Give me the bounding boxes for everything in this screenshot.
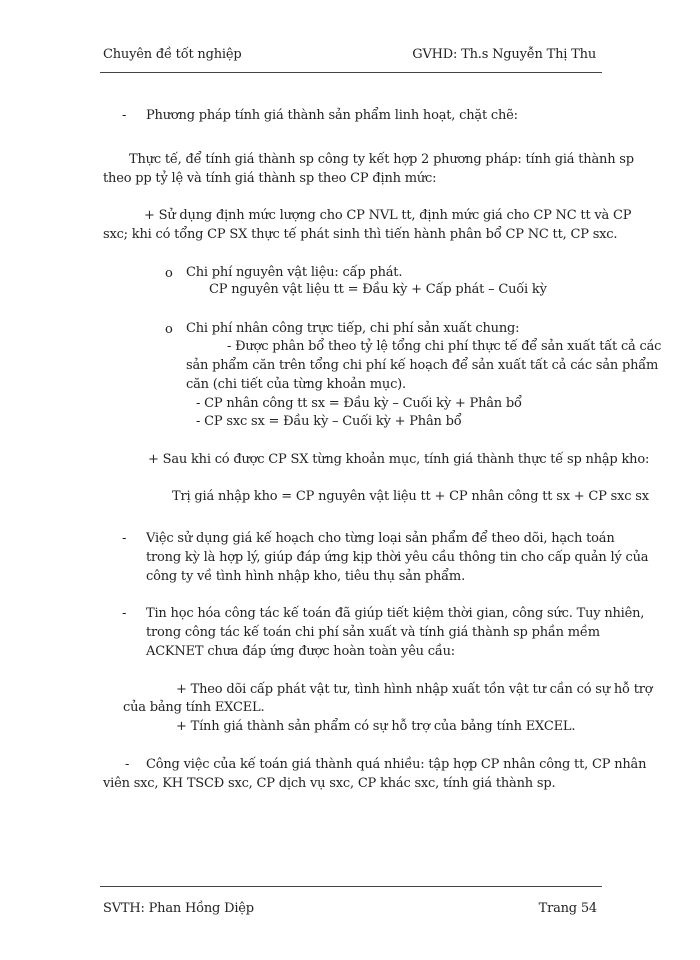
paragraph-line: trong công tác kế toán chi phí sản xuất và tính giá thành sp phần mềm bbox=[146, 625, 600, 640]
paragraph-line: của bảng tính EXCEL. bbox=[123, 700, 265, 715]
paragraph-line: căn (chi tiết của từng khoản mục). bbox=[186, 377, 406, 392]
paragraph-line: Phương pháp tính giá thành sản phẩm linh hoạt, chặt chẽ: bbox=[146, 108, 518, 123]
formula-line: - CP sxc sx = Đầu kỳ – Cuối kỳ + Phân bổ bbox=[196, 414, 462, 429]
bullet-circle: o bbox=[165, 266, 173, 281]
paragraph-line: theo pp tỷ lệ và tính giá thành sp theo CP định mức: bbox=[103, 171, 437, 186]
paragraph-line: + Sau khi có được CP SX từng khoản mục, tính giá thành thực tế sp nhập kho: bbox=[148, 452, 650, 467]
paragraph-line: sxc; khi có tổng CP SX thực tế phát sinh thì tiến hành phân bổ CP NC tt, CP sxc. bbox=[103, 227, 618, 242]
paragraph-line: - Được phân bổ theo tỷ lệ tổng chi phí thực tế để sản xuất tất cả các bbox=[227, 339, 662, 354]
formula-line: Trị giá nhập kho = CP nguyên vật liệu tt + CP nhân công tt sx + CP sxc sx bbox=[172, 489, 649, 504]
header-left: Chuyên đề tốt nghiệp bbox=[103, 47, 242, 62]
bullet-dash: - bbox=[122, 606, 127, 621]
paragraph-line: công ty về tình hình nhập kho, tiêu thụ sản phẩm. bbox=[146, 569, 465, 584]
paragraph-line: Chi phí nhân công trực tiếp, chi phí sản xuất chung: bbox=[186, 321, 520, 336]
formula-line: - CP nhân công tt sx = Đầu kỳ – Cuối kỳ + Phân bổ bbox=[196, 396, 522, 411]
paragraph-line: sản phẩm căn trên tổng chi phí kế hoạch để sản xuất tất cả các sản phẩm bbox=[186, 358, 659, 373]
paragraph-line: ACKNET chưa đáp ứng được hoàn toàn yêu cầu: bbox=[146, 644, 455, 659]
footer-divider bbox=[100, 886, 602, 887]
paragraph-line: + Theo dõi cấp phát vật tư, tình hình nhập xuất tồn vật tư cần có sự hỗ trợ bbox=[176, 682, 653, 697]
paragraph-line: viên sxc, KH TSCĐ sxc, CP dịch vụ sxc, CP khác sxc, tính giá thành sp. bbox=[103, 776, 556, 791]
bullet-dash: - bbox=[125, 757, 130, 772]
paragraph-line: Công việc của kế toán giá thành quá nhiều: tập hợp CP nhân công tt, CP nhân bbox=[146, 757, 647, 772]
paragraph-line: Thực tế, để tính giá thành sp công ty kết hợp 2 phương pháp: tính giá thành sp bbox=[129, 152, 634, 167]
header-right: GVHD: Th.s Nguyễn Thị Thu bbox=[412, 47, 596, 62]
bullet-circle: o bbox=[165, 322, 173, 337]
footer-left: SVTH: Phan Hồng Diệp bbox=[103, 901, 254, 916]
paragraph-line: Tin học hóa công tác kế toán đã giúp tiết kiệm thời gian, công sức. Tuy nhiên, bbox=[146, 606, 645, 621]
paragraph-line: Chi phí nguyên vật liệu: cấp phát. bbox=[186, 265, 403, 280]
bullet-dash: - bbox=[122, 108, 127, 123]
paragraph-line: trong kỳ là hợp lý, giúp đáp ứng kịp thời yêu cầu thông tin cho cấp quản lý của bbox=[146, 550, 649, 565]
paragraph-line: + Sử dụng định mức lượng cho CP NVL tt, định mức giá cho CP NC tt và CP bbox=[144, 208, 632, 223]
page-number: Trang 54 bbox=[538, 901, 597, 916]
paragraph-line: Việc sử dụng giá kế hoạch cho từng loại sản phẩm để theo dõi, hạch toán bbox=[146, 531, 615, 546]
paragraph-line: + Tính giá thành sản phẩm có sự hỗ trợ của bảng tính EXCEL. bbox=[176, 719, 576, 734]
formula-line: CP nguyên vật liệu tt = Đầu kỳ + Cấp phát – Cuối kỳ bbox=[209, 282, 547, 297]
bullet-dash: - bbox=[122, 531, 127, 546]
header-divider bbox=[100, 72, 602, 73]
